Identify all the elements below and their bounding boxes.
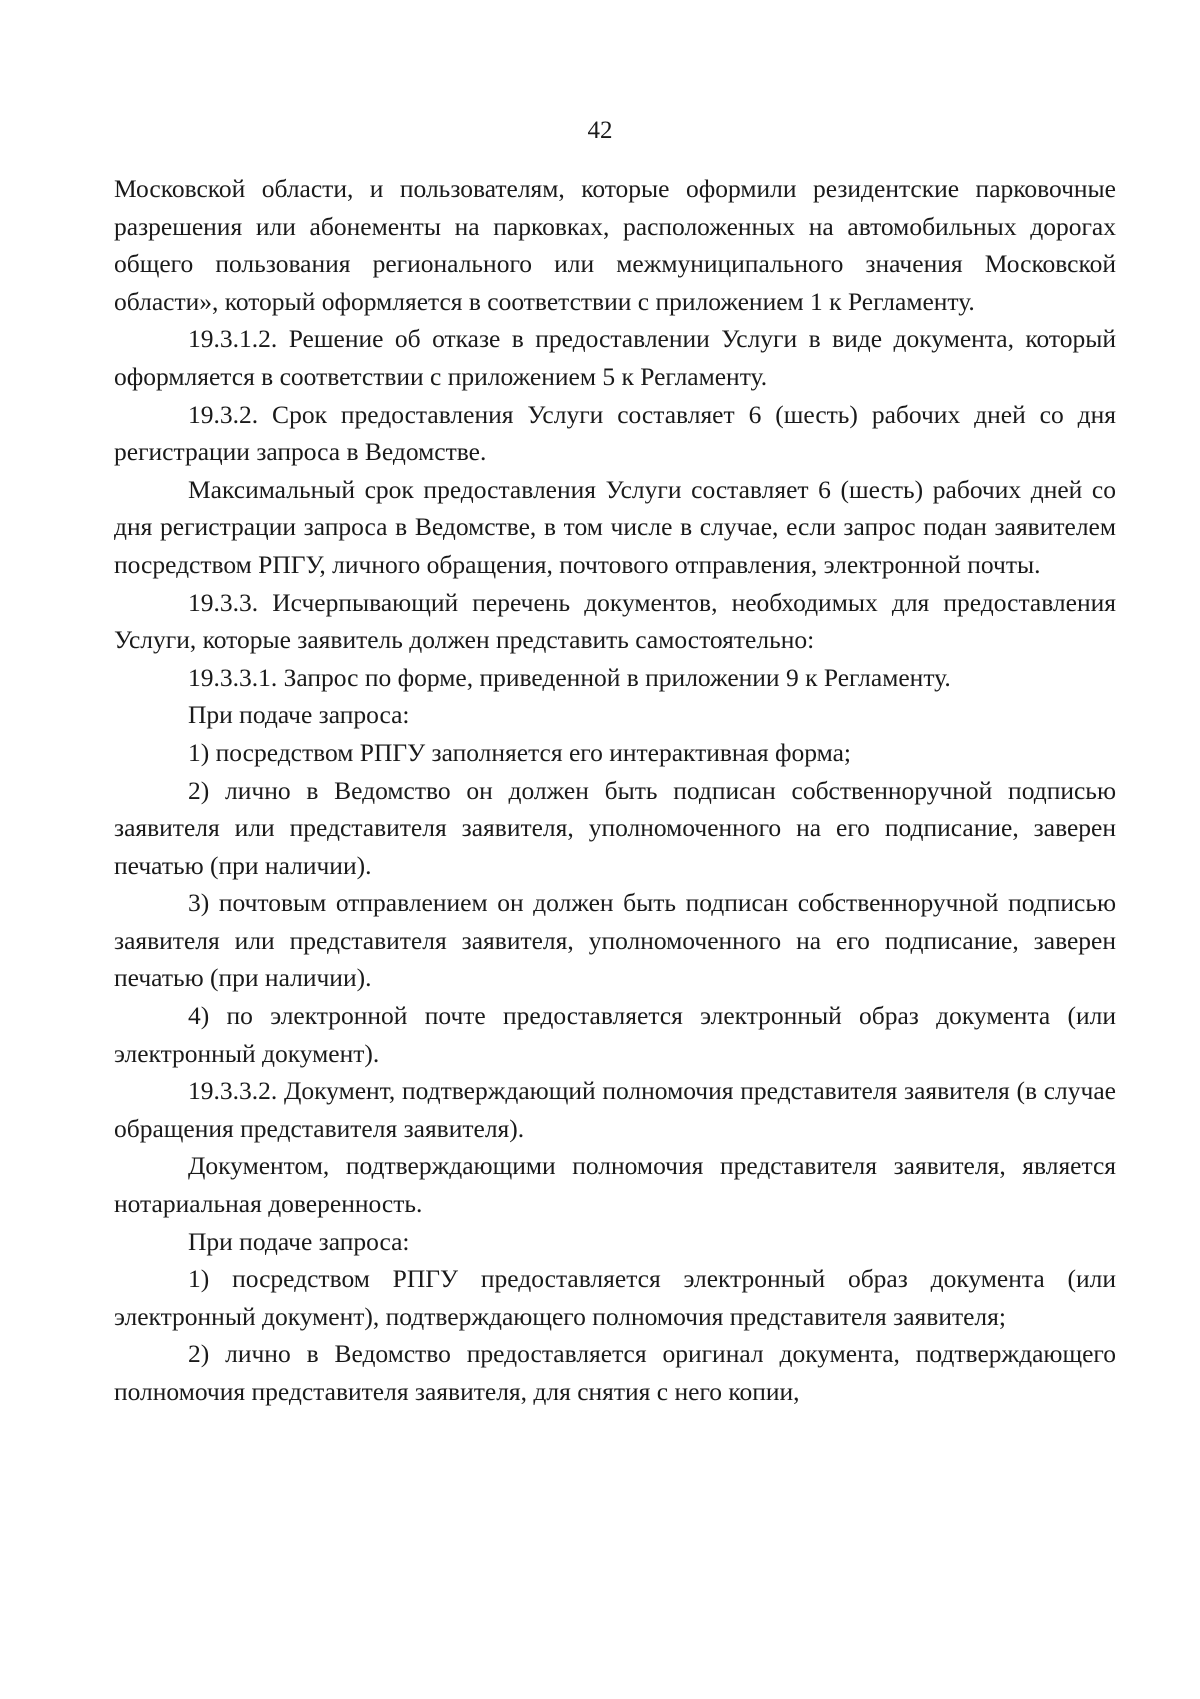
paragraph: 19.3.1.2. Решение об отказе в предоставлении Услуги в виде документа, который оформляется в соответствии с приложением 5 к Регламенту. — [114, 324, 1116, 391]
paragraph: Документом, подтверждающими полномочия представителя заявителя, является нотариальная доверенность. — [114, 1151, 1116, 1219]
paragraph: 19.3.3. Исчерпывающий перечень документов, необходимых для предоставления Услуги, которые заявитель должен представить самостоятельно: — [114, 587, 1116, 655]
paragraph: 19.3.3.2. Документ, подтверждающий полномочия представителя заявителя (в случае обращения представителя заявителя). — [114, 1076, 1116, 1143]
paragraph: При подаче запроса: — [188, 700, 410, 730]
paragraph: 19.3.2. Срок предоставления Услуги составляет 6 (шесть) рабочих дней со дня регистрации запроса в Ведомстве. — [114, 399, 1116, 467]
list-item: 4) по электронной почте предоставляется электронный образ документа (или электронный документ). — [114, 1001, 1116, 1068]
paragraph: 19.3.3.1. Запрос по форме, приведенной в приложении 9 к Регламенту. — [188, 662, 951, 692]
paragraph: Максимальный срок предоставления Услуги составляет 6 (шесть) рабочих дней со дня регистрации запроса в Ведомстве, в том числе в случае, если запрос подан заявителем посредством РПГУ, личного обращения, почтового отправления, электронной почты. — [114, 474, 1116, 579]
list-item: 1) посредством РПГУ предоставляется электронный образ документа (или электронный документ), подтверждающего полномочия представителя заявителя; — [114, 1264, 1116, 1331]
list-item: 1) посредством РПГУ заполняется его интерактивная форма; — [188, 737, 851, 767]
paragraph: При подаче запроса: — [188, 1226, 410, 1256]
page-number: 42 — [587, 117, 613, 144]
list-item: 2) лично в Ведомство он должен быть подписан собственноручной подписью заявителя или представителя заявителя, уполномоченного на его подписание, заверен печатью (при наличии). — [114, 775, 1116, 880]
list-item: 3) почтовым отправлением он должен быть подписан собственноручной подписью заявителя или представителя заявителя, уполномоченного на его подписание, заверен печатью (при наличии). — [114, 888, 1116, 993]
list-item: 2) лично в Ведомство предоставляется оригинал документа, подтверждающего полномочия представителя заявителя, для снятия с него копии, — [114, 1339, 1116, 1406]
paragraph: Московской области, и пользователям, которые оформили резидентские парковочные разрешения или абонементы на парковках, расположенных на автомобильных дорогах общего пользования регионального или межмуниципального значения Московской области», который оформляется в соответствии с приложением 1 к Регламенту. — [114, 174, 1116, 316]
document-body — [114, 170, 1116, 1411]
